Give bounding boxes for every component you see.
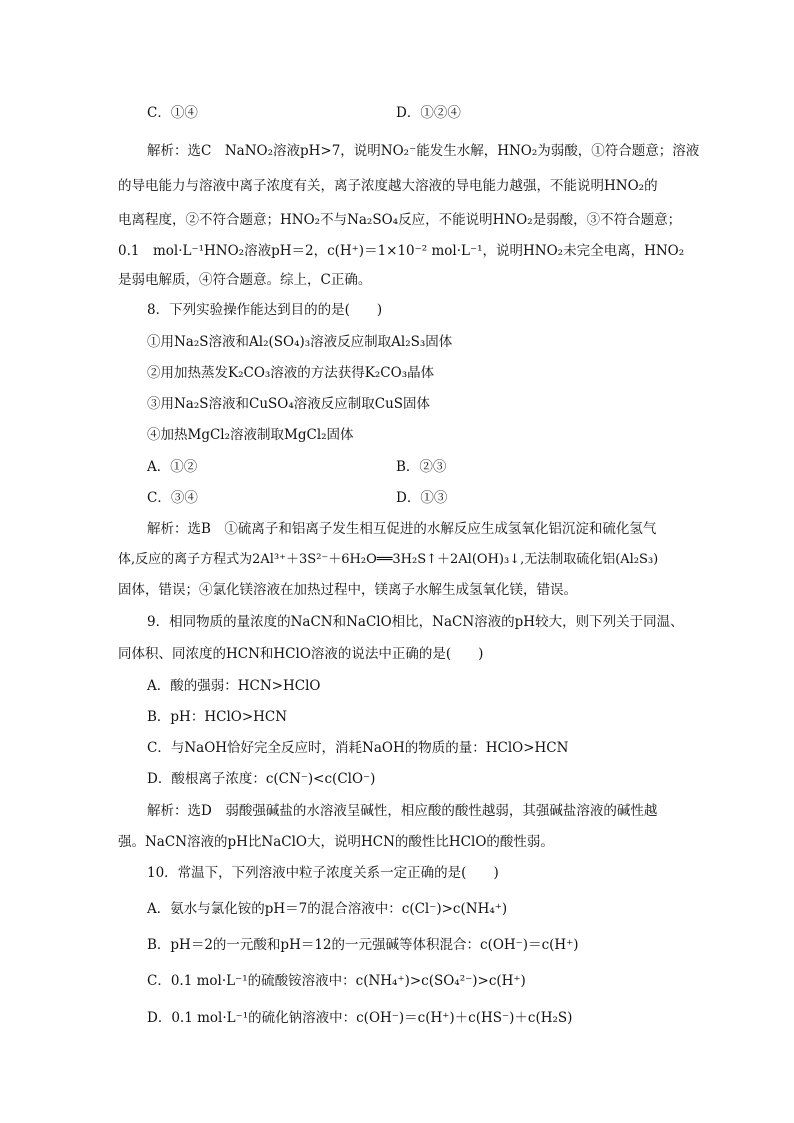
q7-analysis-line-4: 0.1 mol·L⁻¹HNO₂溶液pH＝2，c(H⁺)＝1×10⁻² mol·L⁻¹，说明HNO₂未完全电离，HNO₂	[118, 243, 685, 259]
q7-analysis-line-3: 电离程度，②不符合题意；HNO₂不与Na₂SO₄反应，不能说明HNO₂是弱酸，③不符合题意；	[118, 212, 682, 228]
q9-stem-line-1: 9．相同物质的量浓度的NaCN和NaClO相比，NaCN溶液的pH较大，则下列关于同温、	[147, 614, 684, 630]
q8-option-c: C．③④	[147, 490, 198, 506]
q7-option-c: C．①④	[147, 105, 198, 121]
q10-option-b: B．pH＝2的一元酸和pH＝12的一元强碱等体积混合：c(OH⁻)＝c(H⁺)	[147, 937, 579, 953]
q10-option-a: A．氨水与氯化铵的pH＝7的混合溶液中：c(Cl⁻)>c(NH₄⁺)	[147, 901, 508, 917]
q9-option-c: C．与NaOH恰好完全反应时，消耗NaOH的物质的量：HClO>HCN	[147, 740, 569, 756]
q9-option-a: A．酸的强弱：HCN>HClO	[147, 678, 321, 694]
q8-item-4: ④加热MgCl₂溶液制取MgCl₂固体	[147, 427, 354, 443]
q7-option-d: D．①②④	[396, 105, 461, 121]
q10-stem: 10．常温下，下列溶液中粒子浓度关系一定正确的是( )	[147, 865, 499, 881]
q8-analysis-line-3: 固体，错误；④氯化镁溶液在加热过程中，镁离子水解生成氢氧化镁，错误。	[118, 582, 577, 598]
q8-analysis-line-2: 体,反应的离子方程式为2Al³⁺＋3S²⁻＋6H₂O══3H₂S↑＋2Al(OH)₃↓,无法制取硫化铝(Al₂S₃)	[118, 552, 659, 567]
q8-stem: 8．下列实验操作能达到目的的是( )	[147, 302, 383, 318]
q8-item-2: ②用加热蒸发K₂CO₃溶液的方法获得K₂CO₃晶体	[147, 365, 435, 381]
q7-analysis-line-1: 解析：选C NaNO₂溶液pH>7，说明NO₂⁻能发生水解，HNO₂为弱酸，①符合题意；溶液	[147, 143, 700, 159]
q7-analysis-line-2: 的导电能力与溶液中离子浓度有关，离子浓度越大溶液的导电能力越强，不能说明HNO₂的	[118, 178, 658, 194]
q8-option-a: A．①②	[147, 459, 198, 475]
q7-analysis-line-5: 是弱电解质，④符合题意。综上，C正确。	[118, 272, 372, 288]
q8-option-d: D．①③	[396, 490, 448, 506]
q9-analysis-line-2: 强。NaCN溶液的pH比NaClO大，说明HCN的酸性比HClO的酸性弱。	[118, 834, 554, 850]
q8-item-3: ③用Na₂S溶液和CuSO₄溶液反应制取CuS固体	[147, 396, 431, 412]
q9-option-b: B．pH：HClO>HCN	[147, 709, 288, 725]
q9-analysis-line-1: 解析：选D 弱酸强碱盐的水溶液呈碱性，相应酸的酸性越弱，其强碱盐溶液的碱性越	[147, 803, 658, 819]
q10-option-c: C．0.1 mol·L⁻¹的硫酸铵溶液中：c(NH₄⁺)>c(SO₄²⁻)>c(H⁺)	[147, 973, 526, 989]
q8-item-1: ①用Na₂S溶液和Al₂(SO₄)₃溶液反应制取Al₂S₃固体	[147, 334, 453, 350]
q9-option-d: D．酸根离子浓度：c(CN⁻)<c(ClO⁻)	[147, 771, 376, 787]
q8-option-b: B．②③	[396, 459, 447, 475]
q9-stem-line-2: 同体积、同浓度的HCN和HClO溶液的说法中正确的是( )	[118, 646, 484, 662]
q10-option-d: D．0.1 mol·L⁻¹的硫化钠溶液中：c(OH⁻)＝c(H⁺)＋c(HS⁻)＋c(H₂S)	[147, 1010, 573, 1026]
q8-analysis-line-1: 解析：选B ①硫离子和铝离子发生相互促进的水解反应生成氢氧化铝沉淀和硫化氢气	[147, 521, 657, 537]
